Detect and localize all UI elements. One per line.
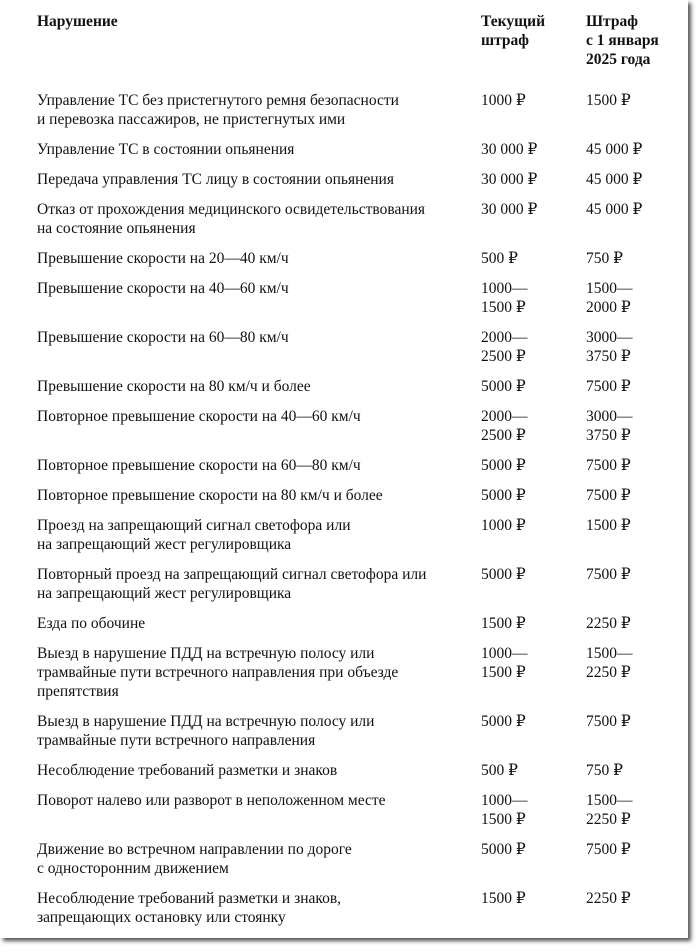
current-fine-cell: 5000 ₽ — [481, 487, 526, 504]
violation-cell: Поворот налево или разворот в неположенном месте — [37, 792, 386, 809]
current-fine-cell: 1000 ₽ — [481, 517, 526, 534]
table-row — [37, 200, 677, 249]
current-fine-cell: 2000— 2500 ₽ — [481, 408, 528, 444]
table-row — [37, 516, 677, 565]
violation-cell: Несоблюдение требований разметки и знаков, запрещающих остановку или стоянку — [37, 890, 342, 926]
table-row — [37, 840, 677, 889]
table-row — [37, 407, 677, 456]
table-row — [37, 140, 677, 170]
new-fine-cell: 7500 ₽ — [586, 457, 631, 474]
new-fine-cell: 3000— 3750 ₽ — [586, 329, 633, 365]
violation-cell: Превышение скорости на 60—80 км/ч — [37, 329, 289, 346]
header-current-fine: Текущий штраф — [481, 13, 546, 49]
new-fine-cell: 45 000 ₽ — [586, 201, 643, 218]
violation-cell: Несоблюдение требований разметки и знаков — [37, 762, 338, 779]
current-fine-cell: 500 ₽ — [481, 250, 518, 267]
current-fine-cell: 5000 ₽ — [481, 713, 526, 730]
new-fine-cell: 2250 ₽ — [586, 615, 631, 632]
fines-table — [37, 12, 677, 938]
table-row — [37, 377, 677, 407]
current-fine-cell: 500 ₽ — [481, 762, 518, 779]
table-row — [37, 328, 677, 377]
table-row — [37, 761, 677, 791]
table-row — [37, 279, 677, 328]
new-fine-cell: 3000— 3750 ₽ — [586, 408, 633, 444]
violation-cell: Превышение скорости на 80 км/ч и более — [37, 378, 311, 395]
current-fine-cell: 1000— 1500 ₽ — [481, 645, 528, 681]
violation-cell: Превышение скорости на 40—60 км/ч — [37, 280, 289, 297]
new-fine-cell: 750 ₽ — [586, 250, 623, 267]
violation-cell: Движение во встречном направлении по дороге с односторонним движением — [37, 841, 352, 877]
table-row — [37, 889, 677, 938]
new-fine-cell: 2250 ₽ — [586, 890, 631, 907]
table-row — [37, 249, 677, 279]
new-fine-cell: 7500 ₽ — [586, 566, 631, 583]
new-fine-cell: 7500 ₽ — [586, 841, 631, 858]
new-fine-cell: 750 ₽ — [586, 762, 623, 779]
current-fine-cell: 30 000 ₽ — [481, 201, 538, 218]
current-fine-cell: 1500 ₽ — [481, 890, 526, 907]
new-fine-cell: 7500 ₽ — [586, 378, 631, 395]
violation-cell: Проезд на запрещающий сигнал светофора или на запрещающий жест регулировщика — [37, 517, 351, 553]
current-fine-cell: 5000 ₽ — [481, 841, 526, 858]
current-fine-cell: 1000— 1500 ₽ — [481, 792, 528, 828]
table-row — [37, 170, 677, 200]
table-row — [37, 91, 677, 140]
violation-cell: Управление ТС в состоянии опьянения — [37, 141, 295, 158]
violation-cell: Передача управления ТС лицу в состоянии опьянения — [37, 171, 394, 188]
table-row — [37, 644, 677, 712]
table-header — [37, 12, 677, 91]
current-fine-cell: 30 000 ₽ — [481, 171, 538, 188]
new-fine-cell: 1500 ₽ — [586, 517, 631, 534]
new-fine-cell: 1500— 2250 ₽ — [586, 792, 633, 828]
violation-cell: Повторное превышение скорости на 40—60 км/ч — [37, 408, 361, 425]
new-fine-cell: 45 000 ₽ — [586, 171, 643, 188]
new-fine-cell: 45 000 ₽ — [586, 141, 643, 158]
table-row — [37, 614, 677, 644]
current-fine-cell: 5000 ₽ — [481, 566, 526, 583]
new-fine-cell: 1500 ₽ — [586, 92, 631, 109]
current-fine-cell: 1500 ₽ — [481, 615, 526, 632]
violation-cell: Повторный проезд на запрещающий сигнал светофора или на запрещающий жест регулировщика — [37, 566, 427, 602]
current-fine-cell: 1000— 1500 ₽ — [481, 280, 528, 316]
table-row — [37, 456, 677, 486]
violation-cell: Езда по обочине — [37, 615, 146, 632]
current-fine-cell: 1000 ₽ — [481, 92, 526, 109]
violation-cell: Отказ от прохождения медицинского освидетельствования на состояние опьянения — [37, 201, 426, 237]
table-row — [37, 791, 677, 840]
header-violation: Нарушение — [37, 13, 118, 30]
current-fine-cell: 5000 ₽ — [481, 457, 526, 474]
header-new-fine: Штраф с 1 января 2025 года — [586, 13, 659, 68]
current-fine-cell: 30 000 ₽ — [481, 141, 538, 158]
violation-cell: Выезд в нарушение ПДД на встречную полосу или трамвайные пути встречного направления при объезде препятствия — [37, 645, 399, 700]
new-fine-cell: 7500 ₽ — [586, 487, 631, 504]
table-row — [37, 565, 677, 614]
new-fine-cell: 1500— 2000 ₽ — [586, 280, 633, 316]
table-row — [37, 712, 677, 761]
current-fine-cell: 2000— 2500 ₽ — [481, 329, 528, 365]
new-fine-cell: 1500— 2250 ₽ — [586, 645, 633, 681]
new-fine-cell: 7500 ₽ — [586, 713, 631, 730]
table-row — [37, 486, 677, 516]
table-body — [37, 91, 677, 938]
current-fine-cell: 5000 ₽ — [481, 378, 526, 395]
violation-cell: Повторное превышение скорости на 60—80 км/ч — [37, 457, 361, 474]
violation-cell: Повторное превышение скорости на 80 км/ч и более — [37, 487, 383, 504]
violation-cell: Управление ТС без пристегнутого ремня безопасности и перевозка пассажиров, не пристегнутых ими — [37, 92, 399, 128]
violation-cell: Превышение скорости на 20—40 км/ч — [37, 250, 289, 267]
violation-cell: Выезд в нарушение ПДД на встречную полосу или трамвайные пути встречного направления — [37, 713, 375, 749]
